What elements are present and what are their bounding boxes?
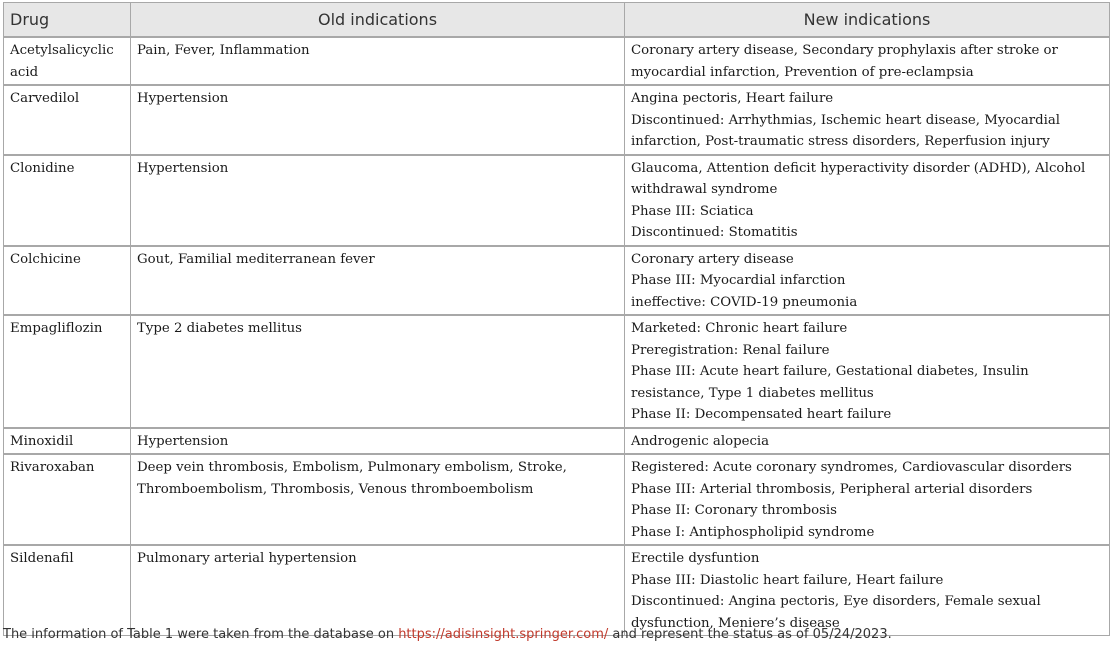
cell-old-indications: Pain, Fever, Inflammation	[131, 37, 625, 85]
indication-line: Phase III: Sciatica	[631, 203, 754, 219]
table-header-row	[4, 3, 1110, 38]
header-new-indications: New indications	[625, 3, 1110, 38]
cell-old-indications: Deep vein thrombosis, Embolism, Pulmonary embolism, Stroke, Thromboembolism, Thrombosis, Venous thromboembolism	[131, 454, 625, 545]
indication-line: ineffective: COVID-19 pneumonia	[631, 294, 858, 310]
cell-drug: Acetylsalicyclic acid	[4, 37, 131, 85]
footnote-text-before: The information of Table 1 were taken from the database on	[3, 627, 399, 642]
indication-line: Discontinued: Angina pectoris, Eye disorders, Female sexual dysfunction, Meniere’s disease	[631, 594, 1041, 631]
indication-line: Erectile dysfuntion	[631, 551, 760, 566]
indication-line: Discontinued: Arrhythmias, Ischemic heart disease, Myocardial infarction, Post-traumatic stress disorders, Reperfusion injury	[631, 112, 1061, 149]
cell-drug: Carvedilol	[4, 85, 131, 155]
indication-line: Phase II: Decompensated heart failure	[631, 407, 892, 422]
table-row	[4, 37, 1110, 85]
indication-line: Phase II: Coronary thrombosis	[631, 503, 837, 518]
cell-drug: Colchicine	[4, 246, 131, 316]
indication-line: Discontinued: Stomatitis	[631, 225, 798, 240]
cell-new-indications	[625, 545, 1110, 636]
indication-line: Phase I: Antiphospholipid syndrome	[631, 524, 875, 540]
table-row	[4, 155, 1110, 246]
indication-line: Phase III: Myocardial infarction	[631, 273, 846, 288]
table-row	[4, 428, 1110, 455]
table-row	[4, 315, 1110, 428]
cell-drug: Rivaroxaban	[4, 454, 131, 545]
indication-line: Preregistration: Renal failure	[631, 342, 830, 358]
cell-new-indications	[625, 155, 1110, 246]
indication-line: Angina pectoris, Heart failure	[631, 91, 834, 106]
table-row	[4, 85, 1110, 155]
table-row	[4, 545, 1110, 636]
cell-old-indications: Hypertension	[131, 155, 625, 246]
table-row	[4, 246, 1110, 316]
indication-line: Registered: Acute coronary syndromes, Cardiovascular disorders	[631, 460, 1072, 475]
table-row	[4, 454, 1110, 545]
cell-new-indications	[625, 246, 1110, 316]
indication-line: Phase III: Diastolic heart failure, Heart failure	[631, 572, 944, 588]
indication-line: Androgenic alopecia	[631, 433, 770, 449]
footnote-text-after: and represent the status as of 05/24/2023.	[608, 627, 892, 642]
drug-indications-table	[3, 2, 1110, 636]
cell-old-indications: Type 2 diabetes mellitus	[131, 315, 625, 428]
cell-drug: Minoxidil	[4, 428, 131, 455]
cell-new-indications	[625, 85, 1110, 155]
cell-new-indications	[625, 428, 1110, 455]
header-old-indications: Old indications	[131, 3, 625, 38]
header-drug: Drug	[4, 3, 131, 38]
cell-old-indications: Gout, Familial mediterranean fever	[131, 246, 625, 316]
indication-line: Glaucoma, Attention deficit hyperactivity disorder (ADHD), Alcohol withdrawal syndrome	[631, 160, 1086, 197]
indication-line: Phase III: Arterial thrombosis, Peripheral arterial disorders	[631, 481, 1033, 497]
cell-new-indications	[625, 315, 1110, 428]
cell-old-indications: Pulmonary arterial hypertension	[131, 545, 625, 636]
indication-line: Phase III: Acute heart failure, Gestational diabetes, Insulin resistance, Type 1 diabetes mellitus	[631, 364, 1029, 401]
table-footnote	[3, 627, 892, 642]
cell-old-indications: Hypertension	[131, 85, 625, 155]
cell-new-indications	[625, 454, 1110, 545]
cell-drug: Empagliflozin	[4, 315, 131, 428]
cell-new-indications	[625, 37, 1110, 85]
cell-drug: Clonidine	[4, 155, 131, 246]
indication-line: Marketed: Chronic heart failure	[631, 321, 848, 336]
indication-line: Coronary artery disease, Secondary prophylaxis after stroke or myocardial infarction, Prevention of pre-eclampsia	[631, 43, 1058, 80]
cell-old-indications: Hypertension	[131, 428, 625, 455]
indication-line: Coronary artery disease	[631, 251, 794, 267]
cell-drug: Sildenafil	[4, 545, 131, 636]
adisinsight-link[interactable]: https://adisinsight.springer.com/	[398, 627, 609, 642]
